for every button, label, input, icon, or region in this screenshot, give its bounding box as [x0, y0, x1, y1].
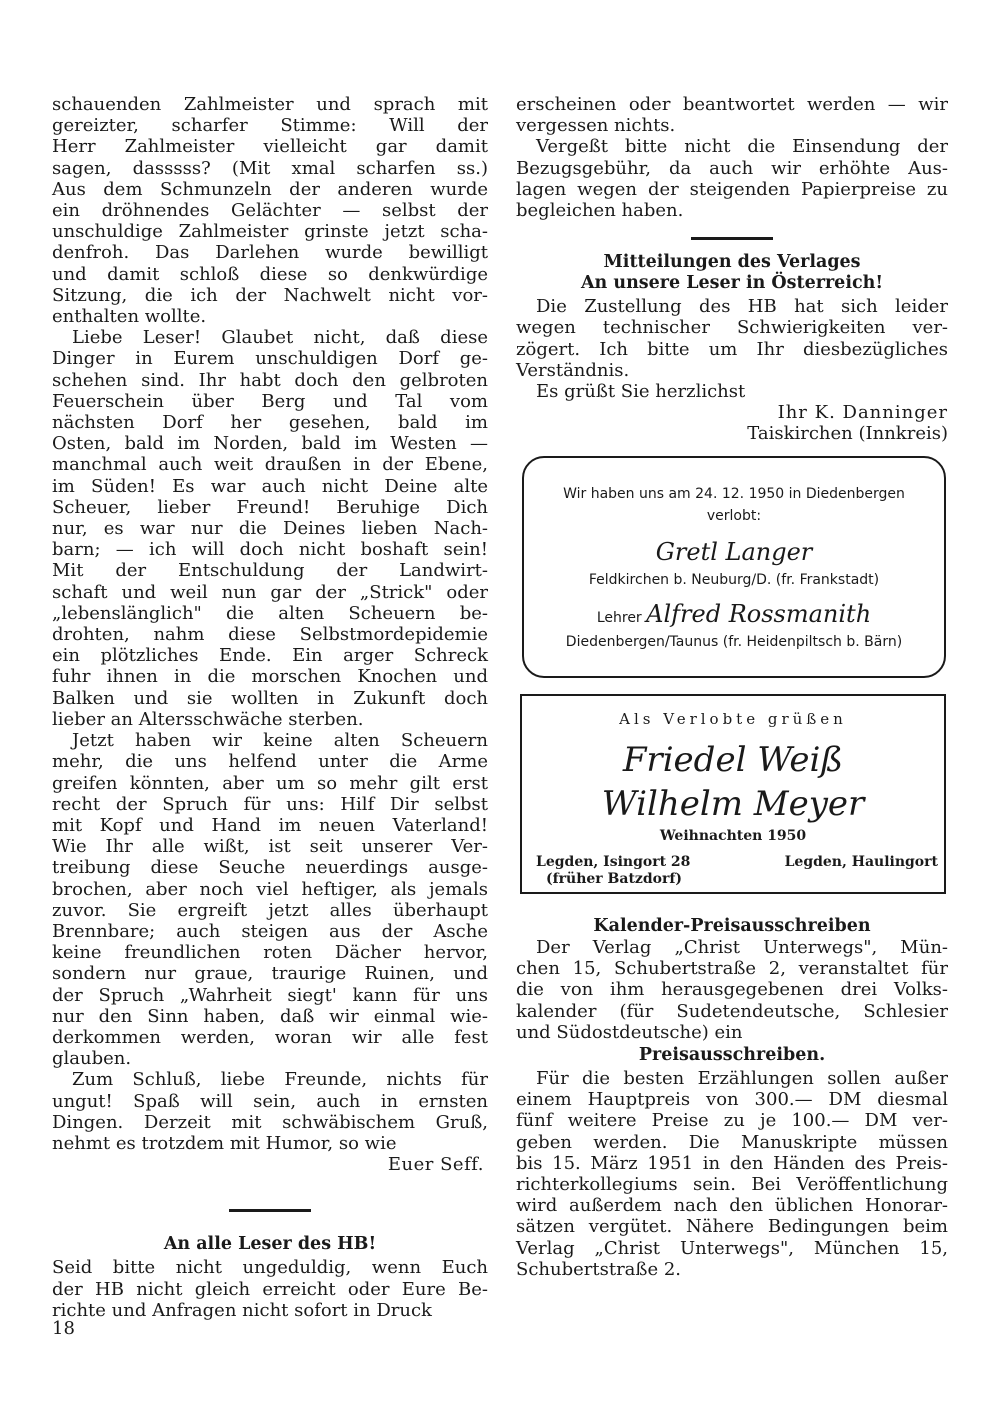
text-line: nehmt es trotzdem mit Humor, so wie [52, 1132, 397, 1154]
right-paragraph-4 [516, 1068, 948, 1280]
name-wilhelm-meyer: Wilhelm Meyer [601, 784, 865, 824]
text-line: denfroh. Das Darlehen wurde bewilligt [52, 242, 488, 264]
text-line: manchmal auch weit draußen in der Ebene, [52, 454, 488, 476]
text-line: Dingen. Derzeit mit schwäbischem Gruß, [52, 1111, 488, 1133]
text-line: treibung diese Seuche neuerdings ausge- [52, 857, 488, 879]
left-column [52, 94, 488, 1321]
text-line: lagen wegen der steigenden Papierpreise zu [516, 178, 948, 200]
text-line: wird außerdem nach den üblichen Honorar- [516, 1195, 948, 1217]
text-line: recht der Spruch für uns: Hilf Dir selbst [52, 793, 488, 815]
text-line: unschuldige Zahlmeister grinste jetzt scha- [52, 221, 488, 243]
text-line: sätzen vergütet. Nähere Bedingungen beim [516, 1216, 948, 1238]
name-friedel-weiss: Friedel Weiß [622, 740, 844, 780]
text-line: vergessen nichts. [516, 115, 676, 137]
text-line: Verständnis. [516, 359, 630, 381]
text-line: keine freundlichen roten Dächer hervor, [52, 942, 488, 964]
place-haulingort: Legden, Haulingort [784, 854, 938, 870]
text-line: Aus dem Schmunzeln der anderen wurde [52, 178, 488, 200]
text-line: derkommen werden, woran wir alle fest [52, 1026, 488, 1048]
text-line: Liebe Leser! Glaubet nicht, daß diese [72, 327, 488, 349]
text-line: bis 15. März 1951 in den Händen des Preis- [516, 1152, 948, 1174]
notice-intro: Wir haben uns am 24. 12. 1950 in Diedenbergen [563, 486, 905, 502]
text-line: einem Hauptpreis von 300.— DM diesmal [516, 1089, 948, 1111]
teacher-line [524, 600, 944, 628]
text-line: und damit schloß diese so denkwürdige [52, 263, 488, 285]
text-line: erscheinen oder beantwortet werden — wir [516, 94, 948, 115]
text-line: der HB nicht gleich erreicht oder Eure Be- [52, 1278, 488, 1300]
signature-danninger: Ihr K. Danninger [777, 402, 948, 424]
text-line: zuvor. Sie ergreift jetzt alles überhaupt [52, 899, 488, 921]
right-paragraph-1 [516, 94, 948, 221]
text-line: Es grüßt Sie herzlichst [536, 381, 746, 403]
notice-header: Als Verlobte grüßen [619, 710, 847, 728]
text-line: mehr, die uns helfend unter die Arme [52, 751, 488, 773]
text-line: ein plötzliches Ende. Ein arger Schreck [52, 645, 488, 667]
text-line: Jetzt haben wir keine alten Scheuern [72, 730, 488, 752]
heading-preisausschreiben: Preisausschreiben. [638, 1045, 826, 1066]
text-line: Schubertstraße 2. [516, 1258, 681, 1280]
text-line: wegen technischer Schwierigkeiten ver- [516, 317, 948, 339]
text-line: Feuerschein über Berg und Tal vom [52, 390, 488, 412]
right-column-lower [516, 916, 948, 1280]
signature-seff: Euer Seff. [387, 1154, 484, 1176]
place-isingort: Legden, Isingort 28 [536, 854, 691, 870]
text-line: Wie Ihr alle wißt, ist seit unserer Ver- [52, 836, 488, 858]
right-paragraph-3 [516, 937, 948, 1043]
text-line: chen 15, Schubertstraße 2, veranstaltet für [516, 958, 948, 980]
text-line: glauben. [52, 1048, 132, 1070]
text-line: Für die besten Erzählungen sollen außer [536, 1068, 948, 1090]
left-paragraph-4 [52, 1069, 488, 1154]
text-line: Bezugsgebühr, da auch wir erhöhte Aus- [516, 157, 948, 179]
text-line: drohten, nahm diese Selbstmordepidemie [52, 624, 488, 646]
text-line: richterkollegiums sein. Bei Veröffentlichung [516, 1174, 948, 1196]
place-diedenbergen: Diedenbergen/Taunus (fr. Heidenpiltsch b. Bärn) [565, 634, 903, 650]
date-weihnachten: Weihnachten 1950 [659, 828, 807, 844]
text-line: Die Zustellung des HB hat sich leider [536, 296, 948, 318]
text-line: lieber an Altersschwäche sterben. [52, 708, 364, 730]
place-batzdorf: (früher Batzdorf) [546, 871, 683, 887]
text-line: zögert. Ich bitte um Ihr diesbezügliches [516, 338, 948, 360]
engagement-notice-weiss-meyer [520, 694, 946, 894]
text-line: brochen, aber noch viel heftiger, als jemals [52, 878, 488, 900]
text-line: Dinger in Eurem unschuldigen Dorf ge- [52, 348, 488, 370]
text-line: fünf weitere Preise zu je 100.— DM ver- [516, 1110, 948, 1132]
text-line: gereizter, scharfer Stimme: Will der [52, 115, 488, 137]
signature-place: Taiskirchen (Innkreis) [747, 423, 948, 445]
text-line: schehen sind. Ihr habt doch den gelbroten [52, 369, 488, 391]
text-line: Der Verlag „Christ Unterwegs", Mün- [536, 937, 948, 958]
text-line: die von ihm herausgegebenen drei Volks- [516, 979, 948, 1001]
heading-kalender: Kalender-Preisausschreiben [593, 916, 871, 936]
left-paragraph-1 [52, 94, 488, 327]
text-line: und Südostdeutsche) ein [516, 1021, 743, 1043]
text-line: ungut! Spaß will sein, auch in ernsten [52, 1090, 488, 1112]
text-line: Seid bitte nicht ungeduldig, wenn Euch [52, 1257, 488, 1279]
text-line: Balken und sie wollten in Zukunft doch [52, 687, 488, 709]
text-line: Scheuer, lieber Freund! Beruhige Dich [52, 496, 488, 518]
left-paragraph-2 [52, 327, 488, 730]
text-line: „lebenslänglich" die alten Scheuern be- [52, 602, 488, 624]
text-line: sagen, dasssss? (Mit xmal scharfen ss.) [52, 157, 488, 179]
text-line: schaft und weil nun gar der „Strick" oder [52, 581, 488, 603]
text-line: enthalten wollte. [52, 306, 207, 328]
title-lehrer: Lehrer [596, 610, 642, 626]
left-paragraph-5 [52, 1257, 488, 1321]
text-line: barn; — ich will doch nicht boshaft sein! [52, 539, 488, 561]
place-left [536, 854, 690, 888]
text-line: nur, es war nur die Deines lieben Nach- [52, 518, 488, 540]
text-line: geben werden. Die Manuskripte müssen [516, 1131, 948, 1153]
text-line: Vergeßt bitte nicht die Einsendung der [536, 136, 948, 158]
text-line: nächsten Dorf her gesehen, bald im [52, 412, 488, 434]
name-gretl-langer: Gretl Langer [655, 538, 813, 566]
text-line: im Süden! Es war auch nicht Deine alte [52, 475, 488, 497]
text-line: Mit der Entschuldung der Landwirt- [52, 560, 488, 582]
text-line: Sitzung, die ich der Nachwelt nicht vor- [52, 284, 488, 306]
text-line: richte und Anfragen nicht sofort in Druck [52, 1299, 432, 1321]
text-line: ein dröhnendes Gelächter — selbst der [52, 200, 488, 222]
heading-oesterreich: An unsere Leser in Österreich! [580, 273, 884, 294]
place-feldkirchen: Feldkirchen b. Neuburg/D. (fr. Frankstadt) [588, 572, 880, 588]
text-line: Herr Zahlmeister vielleicht gar damit [52, 136, 488, 158]
name-alfred-rossmanith: Alfred Rossmanith [646, 600, 872, 628]
text-line: nur den Sinn haben, daß wir einmal wie- [52, 1005, 488, 1027]
text-line: der Spruch „Wahrheit siegt' kann für uns [52, 984, 488, 1006]
engagement-notice-langer [522, 456, 946, 678]
text-line: Zum Schluß, liebe Freunde, nichts für [72, 1069, 488, 1091]
right-paragraph-2 [516, 296, 948, 402]
text-line: greifen könnten, aber um so mehr gilt erst [52, 772, 488, 794]
text-line: kalender (für Sudetendeutsche, Schlesier [516, 1000, 948, 1022]
notice-verlobt: verlobt: [706, 508, 762, 524]
text-line: sondern nur graue, traurige Ruinen, und [52, 963, 488, 985]
right-column [516, 94, 948, 445]
left-paragraph-3 [52, 730, 488, 1069]
text-line: schauenden Zahlmeister und sprach mit [52, 94, 488, 115]
text-line: mit Kopf und Hand im neuen Vaterland! [52, 814, 488, 836]
heading-an-alle-leser: An alle Leser des HB! [163, 1234, 377, 1255]
text-line: Osten, bald im Norden, bald im Westen — [52, 433, 488, 455]
text-line: Verlag „Christ Unterwegs", München 15, [516, 1237, 948, 1259]
page-number: 18 [52, 1318, 75, 1339]
text-line: fuhr ihnen in die morschen Knochen und [52, 666, 488, 688]
text-line: Brennbare; auch steigen aus der Asche [52, 920, 488, 942]
heading-mitteilungen: Mitteilungen des Verlages [603, 252, 861, 273]
text-line: begleichen haben. [516, 200, 684, 222]
